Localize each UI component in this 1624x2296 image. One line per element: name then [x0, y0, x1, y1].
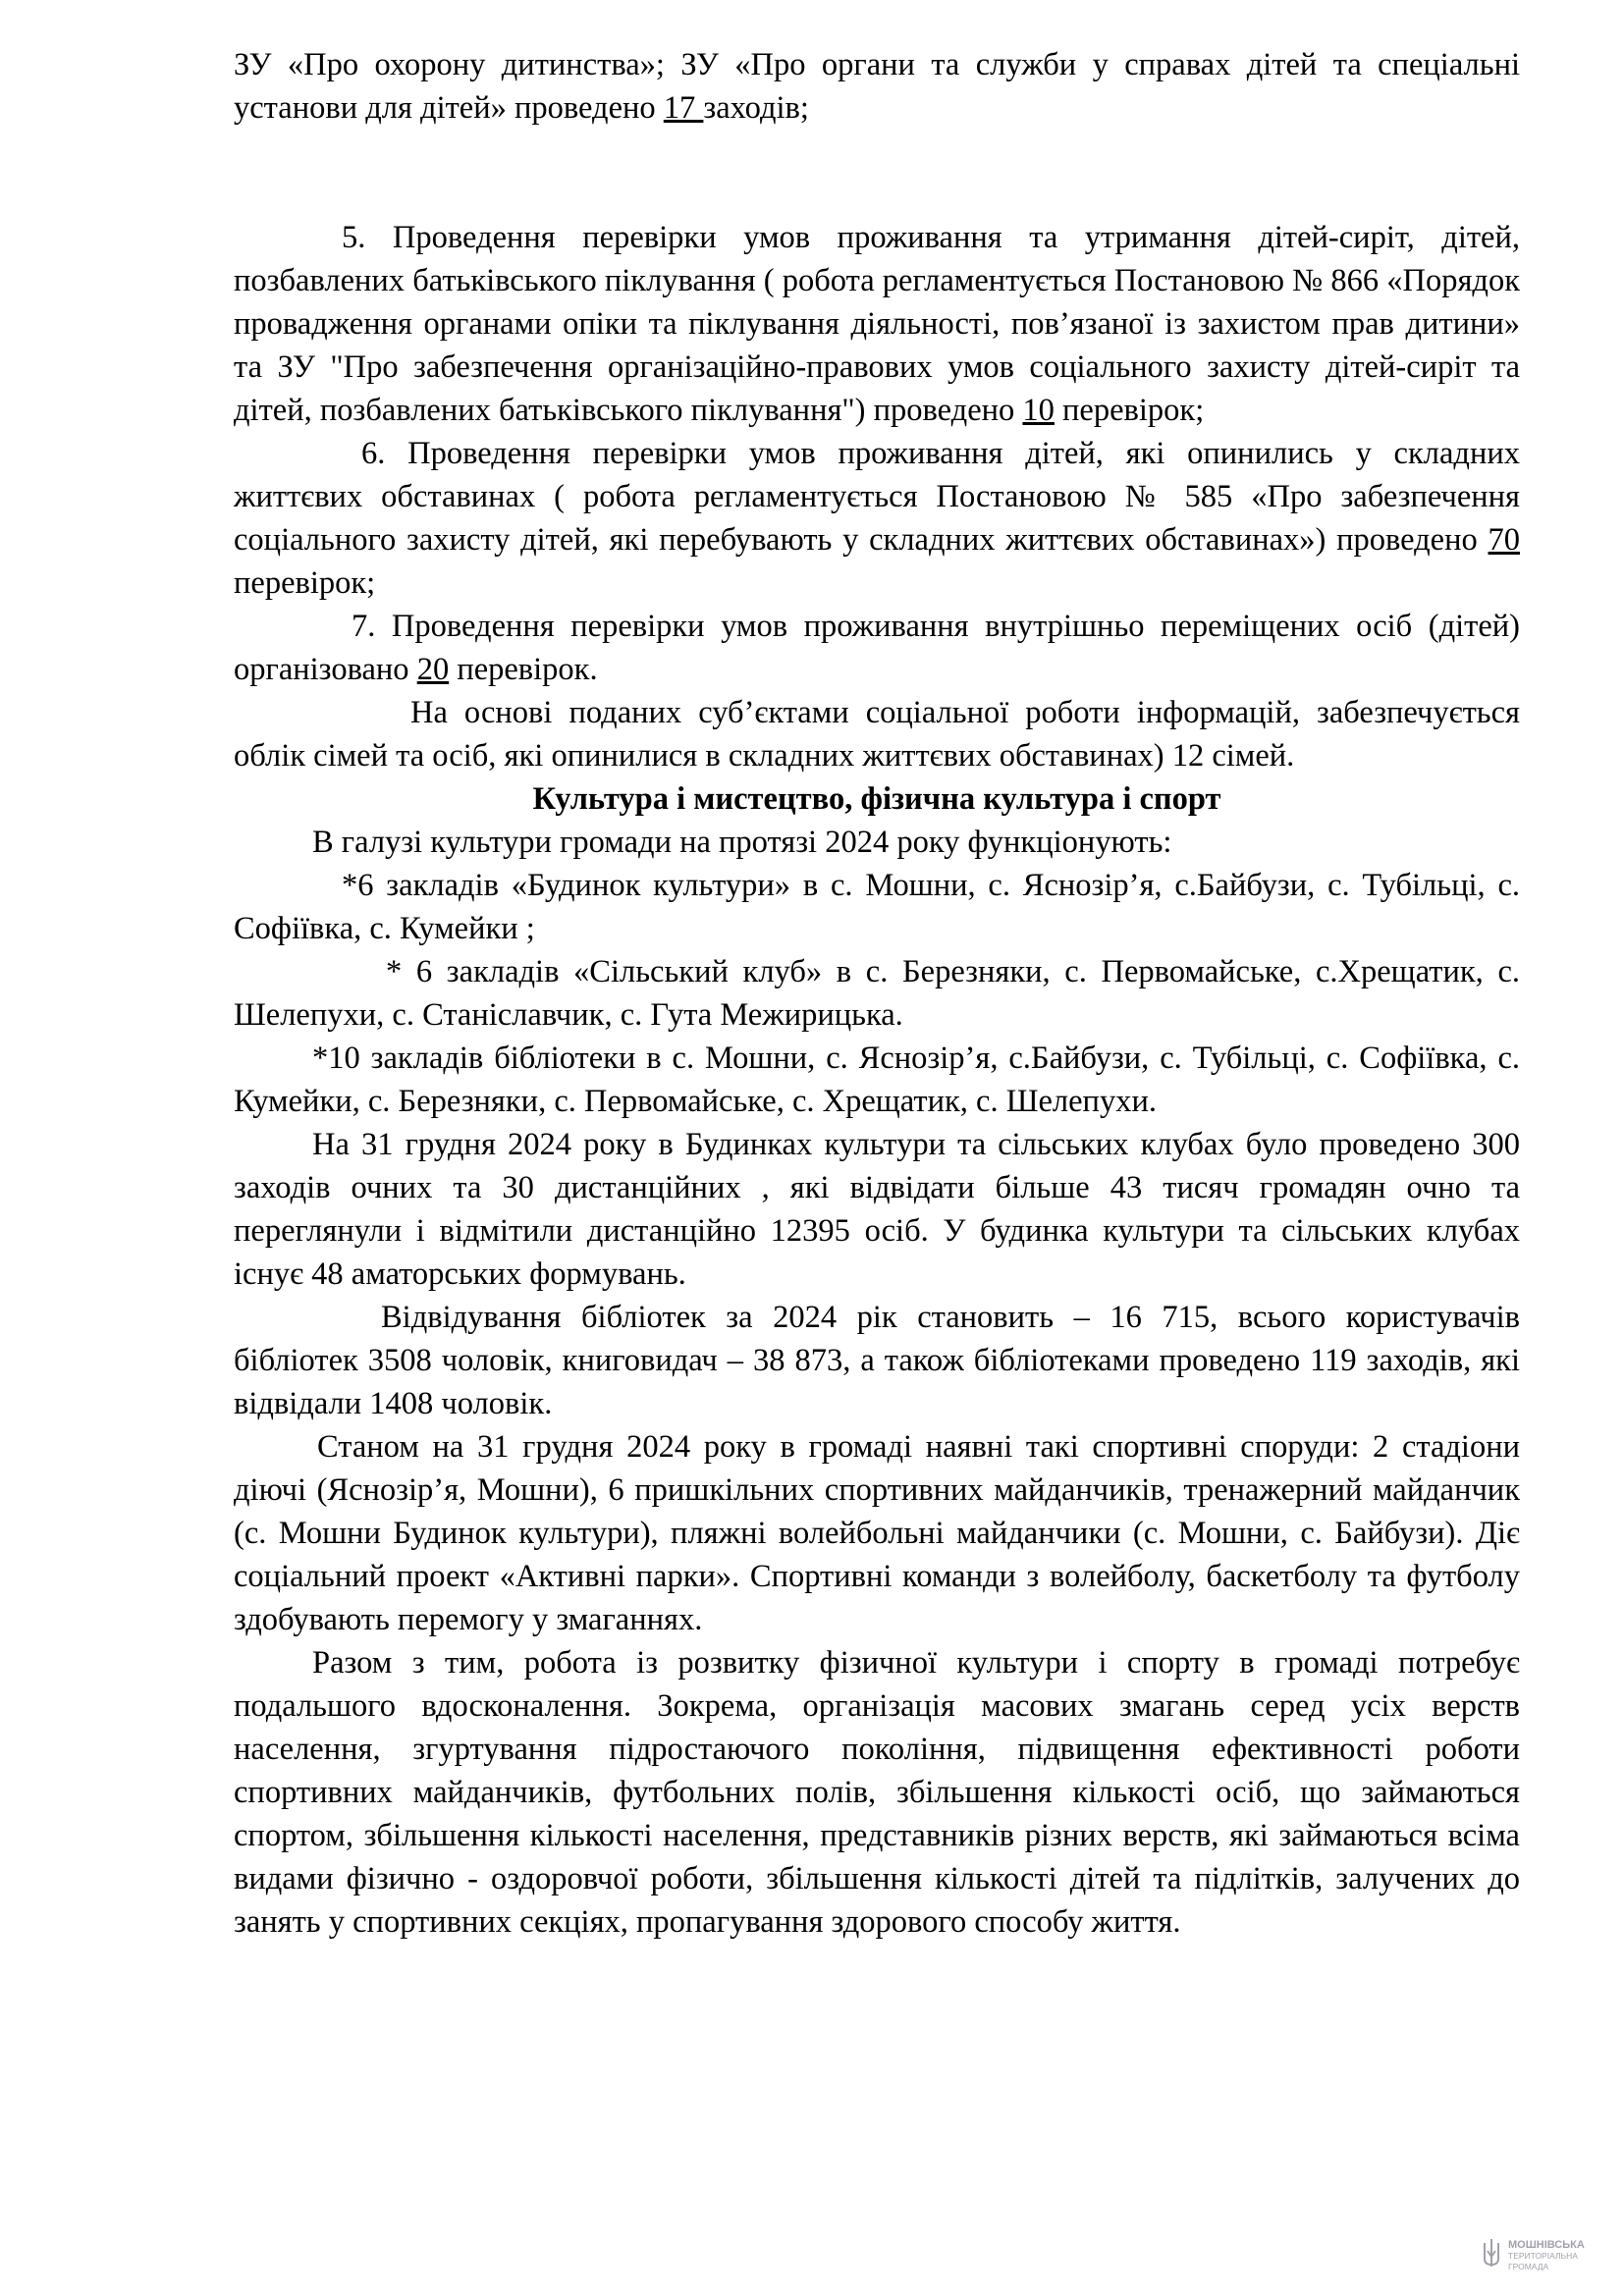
count-inspections-difficult: 70 [1488, 522, 1520, 558]
list-item-village-clubs: * 6 закладів «Сільський клуб» в с. Березняки, с. Первомайське, с.Хрещатик, с. Шелепухи, с. Станіславчик, с. Гута Межирицька. [234, 954, 1520, 1033]
paragraph-item-7: 7. Проведення перевірки умов проживання внутрішньо переміщених осіб (дітей) організовано 20 перевірок. [234, 609, 1520, 687]
paragraph-culture-events: На 31 грудня 2024 року в Будинках культури та сільських клубах було проведено 300 заходів очних та 30 дистанційних , які відвідати більше 43 тисяч громадян очно та переглянули і відмітили дистанційно 12395 осіб. У будинка культури та сільських клубах існує 48 аматорських формувань. [234, 1127, 1520, 1292]
trident-icon [1481, 2237, 1502, 2275]
count-inspections-idp: 20 [416, 652, 450, 687]
paragraph-child-protection-laws: ЗУ «Про охорону дитинства»; ЗУ «Про органи та служби у справах дітей та спеціальні установи для дітей» проведено 17 заходів; [234, 47, 1520, 126]
list-item-culture-houses: *6 закладів «Будинок культури» в с. Мошни, с. Яснозір’я, с.Байбузи, с. Тубільці, с. Софіївка, с. Кумейки ; [234, 868, 1520, 946]
spacer [234, 130, 1520, 216]
paragraph-families-record: На основі поданих суб’єктами соціальної роботи інформацій, забезпечується облік сімей та осіб, які опинилися в складних життєвих обставинах) 12 сімей. [234, 695, 1520, 774]
paragraph-item-6: 6. Проведення перевірки умов проживання дітей, які опинились у складних життєвих обставинах ( робота регламентується Постановою № 585 «Про забезпечення соціального захисту дітей, які перебувають у складних життєвих обставинах») проведено 70 перевірок; [234, 436, 1520, 601]
document-page [234, 43, 1520, 1944]
count-measures: 17 [663, 90, 704, 126]
list-item-libraries: *10 закладів бібліотеки в с. Мошни, с. Яснозір’я, с.Байбузи, с. Тубільці, с. Софіївка, с. Кумейки, с. Березняки, с. Первомайське, с. Хрещатик, с. Шелепухи. [234, 1041, 1520, 1119]
paragraph-item-5: 5. Проведення перевірки умов проживання та утримання дітей-сиріт, дітей, позбавлених батьківського піклування ( робота регламентується Постановою № 866 «Порядок провадження органами опіки та піклування діяльності, пов’язаної із захистом прав дитини» та ЗУ "Про забезпечення організаційно-правових умов соціального захисту дітей-сиріт та дітей, позбавлених батьківського піклування") проведено 10 перевірок; [234, 220, 1520, 428]
paragraph-sport-improvement: Разом з тим, робота із розвитку фізичної культури і спорту в громаді потребує подальшого вдосконалення. Зокрема, організація масових змагань серед усіх верств населення, згуртування підростаючого покоління, підвищення ефективності роботи спортивних майданчиків, футбольних полів, збільшення кількості осіб, що займаються спортом, збільшення кількості населення, представників різних верств, які займаються всіма видами фізично - оздоровчої роботи, збільшення кількості дітей та підлітків, залучених до занять у спортивних секціях, пропагування здорового способу життя. [234, 1645, 1520, 1940]
paragraph-sport-facilities: Станом на 31 грудня 2024 року в громаді наявні такі спортивні споруди: 2 стадіони діючі (Яснозір’я, Мошни), 6 пришкільних спортивних майданчиків, тренажерний майданчик (с. Мошни Будинок культури), пляжні волейбольні майданчики (с. Мошни, с. Байбузи). Діє соціальний проект «Активні парки». Спортивні команди з волейболу, баскетболу та футболу здобувають перемогу у змаганнях. [234, 1429, 1520, 1637]
count-inspections-orphans: 10 [1022, 393, 1055, 428]
community-watermark [1481, 2226, 1608, 2285]
paragraph-library-stats: Відвідування бібліотек за 2024 рік становить – 16 715, всього користувачів бібліотек 3508 чоловік, книговидач – 38 873, а також бібліотеками проведено 119 заходів, які відвідали 1408 чоловік. [234, 1300, 1520, 1421]
watermark-text: МОШНІВСЬКА ТЕРИТОРІАЛЬНА ГРОМАДА [1508, 2238, 1585, 2271]
paragraph-culture-intro: В галузі культури громади на протязі 2024 року функціонують: [312, 825, 1172, 860]
section-heading-culture-sport: Культура і мистецтво, фізична культура і спорт [532, 781, 1221, 817]
